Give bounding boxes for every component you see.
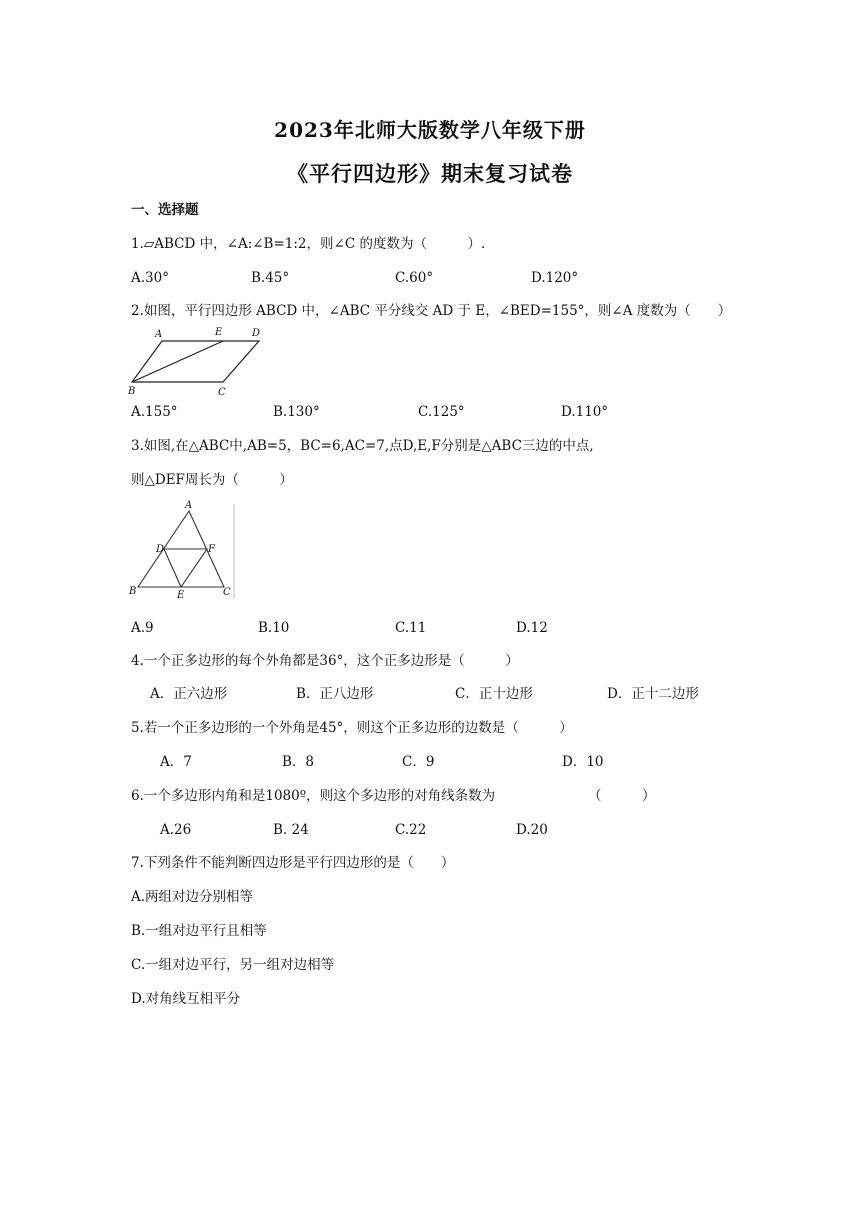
- q6-option-a: A.26: [160, 822, 192, 838]
- q3-label-a: A: [185, 500, 193, 511]
- q3-triangle-figure: [126, 498, 238, 602]
- q2-label-e: E: [215, 327, 223, 338]
- q4-option-a: A．正六边形: [150, 686, 228, 702]
- q7-stem: 7.下列条件不能判断四边形是平行四边形的是（ ）: [131, 855, 455, 871]
- q1-stem: 1.▱ABCD 中，∠A:∠B=1:2，则∠C 的度数为（ ）.: [131, 236, 486, 252]
- q6-option-b: B. 24: [273, 822, 309, 838]
- q3-label-b: B: [129, 586, 137, 597]
- q6-option-c: C.22: [395, 822, 427, 838]
- q2-option-c: C.125°: [418, 404, 465, 420]
- q2-option-b: B.130°: [273, 404, 320, 420]
- q2-label-b: B: [128, 386, 136, 397]
- title-line-2: 《平行四边形》期末复习试卷: [287, 161, 573, 186]
- q4-stem: 4.一个正多边形的每个外角都是36°，这个正多边形是（ ）: [131, 653, 519, 669]
- q2-option-a: A.155°: [131, 404, 178, 420]
- q1-option-d: D.120°: [531, 270, 579, 286]
- q2-option-d: D.110°: [561, 404, 609, 420]
- q7-option-a: A.两组对边分别相等: [131, 889, 254, 905]
- section-heading: 一、选择题: [131, 202, 199, 218]
- q6-option-d: D.20: [516, 822, 548, 838]
- q4-option-d: D．正十二边形: [607, 686, 699, 702]
- q4-option-b: B．正八边形: [296, 686, 374, 702]
- q2-parallelogram-figure: [126, 324, 266, 399]
- q3-label-e: E: [177, 590, 185, 601]
- q2-stem: 2.如图，平行四边形 ABCD 中，∠ABC 平分线交 AD 于 E，∠BED=155°，则∠A 度数为（ ）: [131, 303, 732, 319]
- q2-bisector-be: [132, 341, 223, 382]
- q5-option-a: A．7: [160, 754, 192, 770]
- q3-stem-line-2: 则△DEF周长为（ ）: [131, 472, 293, 488]
- q1-option-b: B.45°: [251, 270, 290, 286]
- q3-stem-line-1: 3.如图,在△ABC中,AB=5，BC=6,AC=7,点D,E,F分别是△ABC三边的中点,: [131, 438, 594, 454]
- q5-option-c: C．9: [402, 754, 435, 770]
- q6-stem: 6.一个多边形内角和是1080º，则这个多边形的对角线条数为: [131, 788, 496, 804]
- q3-option-d: D.12: [516, 620, 548, 636]
- q2-label-d: D: [252, 328, 261, 339]
- q1-option-c: C.60°: [395, 270, 434, 286]
- q5-option-d: D．10: [562, 754, 604, 770]
- q5-stem: 5.若一个正多边形的一个外角是45°，则这个正多边形的边数是（ ）: [131, 720, 573, 736]
- q6-answer-paren: （ ）: [588, 788, 656, 804]
- q3-label-c: C: [223, 587, 231, 598]
- q1-option-a: A.30°: [131, 270, 169, 286]
- q2-parallelogram: [132, 341, 259, 382]
- q2-label-c: C: [218, 387, 226, 398]
- q3-option-b: B.10: [258, 620, 290, 636]
- q5-option-b: B．8: [282, 754, 315, 770]
- q3-option-a: A.9: [131, 620, 154, 636]
- q7-option-b: B.一组对边平行且相等: [131, 923, 267, 939]
- q7-option-d: D.对角线互相平分: [131, 991, 241, 1007]
- q7-option-c: C.一组对边平行，另一组对边相等: [131, 957, 335, 973]
- q3-triangle-def: [164, 549, 207, 587]
- q3-label-d: D: [156, 544, 165, 555]
- q2-label-a: A: [155, 329, 163, 340]
- q4-option-c: C．正十边形: [455, 686, 533, 702]
- q3-option-c: C.11: [395, 620, 427, 636]
- q3-label-f: F: [208, 544, 215, 555]
- title-line-1: 2023年北师大版数学八年级下册: [274, 118, 586, 142]
